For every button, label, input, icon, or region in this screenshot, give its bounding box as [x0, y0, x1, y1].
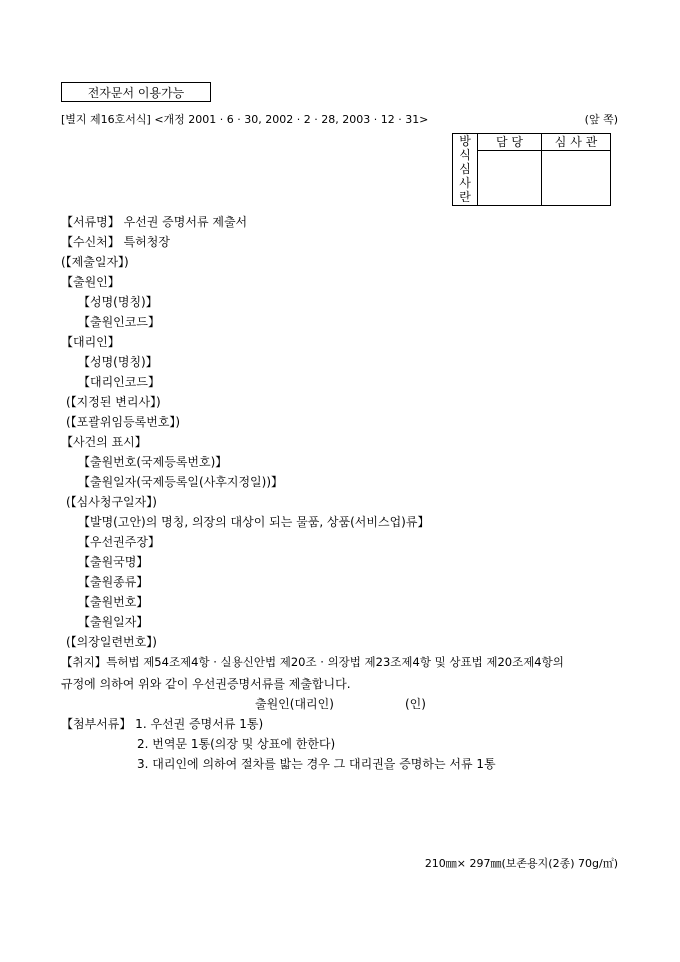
- attachment-item-2: 2. 번역문 1통(의장 및 상표에 한한다): [137, 737, 336, 751]
- review-examiner-cell: [542, 151, 611, 206]
- review-box: [452, 133, 611, 206]
- application-number-line: 【출원번호(국제등록번호)】: [78, 455, 228, 469]
- review-staff-header: 담 당: [478, 134, 542, 151]
- agent-line: 【대리인】: [61, 335, 120, 349]
- power-of-attorney-no-line: (【포괄위임등록번호】): [66, 415, 181, 429]
- priority-app-number-line: 【출원번호】: [78, 595, 149, 609]
- filing-country-line: 【출원국명】: [78, 555, 149, 569]
- purpose-line: 【취지】특허법 제54조제4항 · 실용신안법 제20조 · 의장법 제23조제4항 및 상표법 제20조제4항의: [61, 655, 564, 669]
- review-examiner-header: 심 사 관: [542, 134, 611, 151]
- agent-name-line: 【성명(명칭)】: [78, 355, 158, 369]
- design-serial-line: (【의장일련번호】): [66, 635, 157, 649]
- submit-date-line: (【제출일자】): [61, 255, 129, 269]
- paper-spec-footer: 210㎜× 297㎜(보존용지(2종) 70g/㎡): [424, 857, 618, 870]
- attachments-line: 【첨부서류】 1. 우선권 증명서류 1통): [61, 717, 264, 731]
- application-date-line: 【출원일자(국제등록일(사후지정일))】: [78, 475, 284, 489]
- applicant-code-line: 【출원인코드】: [78, 315, 160, 329]
- electronic-document-tag: 전자문서 이용가능: [61, 82, 211, 102]
- purpose-cont-line: 규정에 의하여 위와 같이 우선권증명서류를 제출합니다.: [61, 677, 351, 691]
- form-header: [별지 제16호서식] <개정 2001 · 6 · 30, 2002 · 2 · 28, 2003 · 12 · 31>: [61, 113, 429, 126]
- designated-attorney-line: (【지정된 변리사】): [66, 395, 161, 409]
- applicant-name-line: 【성명(명칭)】: [78, 295, 158, 309]
- applicant-signature-label: 출원인(대리인): [255, 697, 334, 711]
- doc-name-line: 【서류명】 우선권 증명서류 제출서: [61, 215, 248, 229]
- review-staff-cell: [478, 151, 542, 206]
- seal-mark: (인): [405, 697, 426, 711]
- priority-claim-line: 【우선권주장】: [78, 535, 160, 549]
- priority-app-date-line: 【출원일자】: [78, 615, 149, 629]
- exam-request-date-line: (【심사청구일자】): [66, 495, 157, 509]
- invention-title-line: 【발명(고안)의 명칭, 의장의 대상이 되는 물품, 상품(서비스업)류】: [78, 515, 430, 529]
- page-side-label: (앞 쪽): [584, 113, 618, 126]
- applicant-line: 【출원인】: [61, 275, 120, 289]
- attachment-item-3: 3. 대리인에 의하여 절차를 밟는 경우 그 대리권을 증명하는 서류 1통: [137, 757, 496, 771]
- application-type-line: 【출원종류】: [78, 575, 149, 589]
- recipient-line: 【수신처】 특허청장: [61, 235, 170, 249]
- review-method-label: 방 식 심 사 란: [453, 134, 478, 206]
- case-display-line: 【사건의 표시】: [61, 435, 147, 449]
- agent-code-line: 【대리인코드】: [78, 375, 160, 389]
